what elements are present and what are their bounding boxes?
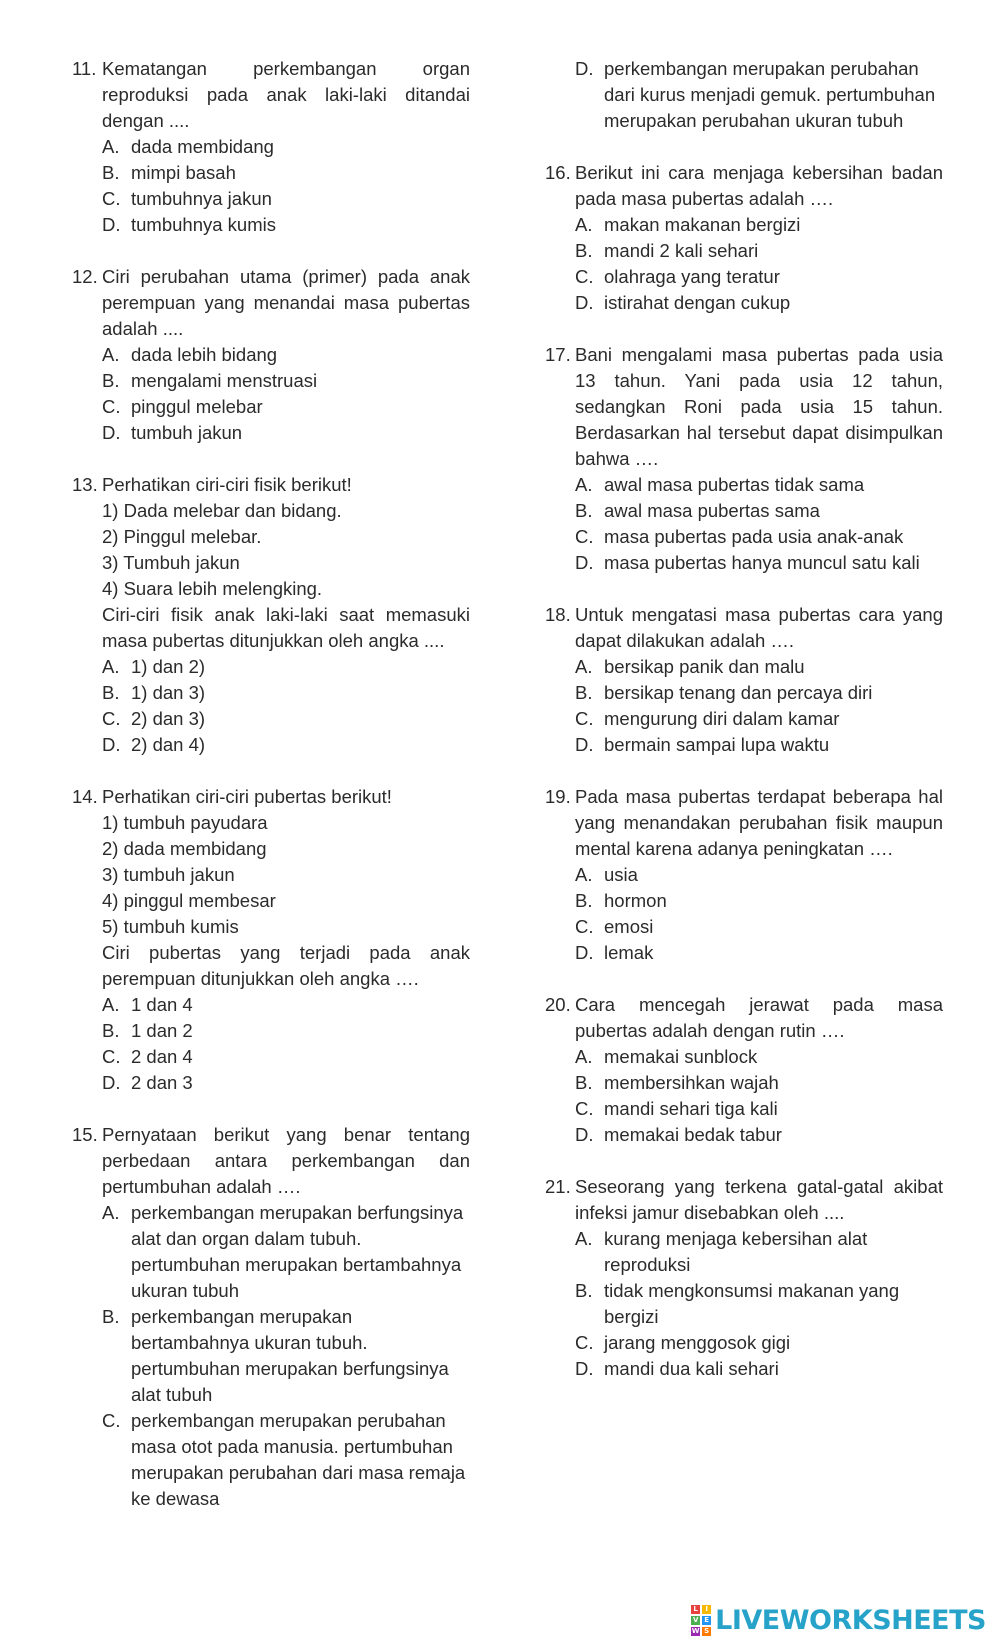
option-letter: A. — [575, 1228, 593, 1249]
question-prompt: Ciri-ciri fisik anak laki-laki saat memasuki masa pubertas ditunjukkan oleh angka .... — [102, 604, 470, 651]
option-letter: C. — [102, 708, 121, 729]
option-letter: D. — [102, 1072, 121, 1093]
question-prompt: Ciri pubertas yang terjadi pada anak perempuan ditunjukkan oleh angka …. — [102, 942, 470, 989]
statement-item: 5) tumbuh kumis — [102, 916, 239, 937]
question-stem — [72, 784, 470, 810]
option-letter: D. — [575, 1358, 594, 1379]
logo-tile: V — [692, 1615, 699, 1624]
question-stem — [545, 992, 943, 1044]
logo-icon — [691, 1605, 711, 1636]
option-text: 1 dan 2 — [131, 1020, 193, 1041]
question — [545, 342, 943, 576]
option-letter: B. — [575, 1072, 593, 1093]
option-letter: C. — [575, 1332, 594, 1353]
option-text: bermain sampai lupa waktu — [604, 734, 830, 755]
option-text: masa pubertas pada usia anak-anak — [604, 526, 904, 547]
statement-item: 2) dada membidang — [102, 838, 267, 859]
answer-option[interactable] — [545, 290, 943, 316]
answer-option[interactable] — [72, 1408, 470, 1512]
option-letter: B. — [102, 370, 120, 391]
option-text: perkembangan merupakan perubahan dari kurus menjadi gemuk. pertumbuhan merupakan perubahan ukuran tubuh — [604, 58, 936, 131]
option-text: memakai bedak tabur — [604, 1124, 782, 1145]
question — [545, 784, 943, 966]
question — [72, 56, 470, 238]
option-text: olahraga yang teratur — [604, 266, 780, 287]
answer-option[interactable] — [545, 264, 943, 290]
option-letter: A. — [102, 656, 120, 677]
option-letter: A. — [575, 1046, 593, 1067]
answer-option[interactable] — [545, 732, 943, 758]
option-text: tidak mengkonsumsi makanan yang bergizi — [604, 1280, 900, 1327]
answer-option[interactable] — [72, 212, 470, 238]
option-text: masa pubertas hanya muncul satu kali — [604, 552, 920, 573]
option-text: 2) dan 3) — [131, 708, 206, 729]
option-text: 1) dan 2) — [131, 656, 206, 677]
option-text: awal masa pubertas sama — [604, 500, 820, 521]
answer-option[interactable] — [545, 56, 943, 134]
question-number: 16. — [545, 162, 571, 183]
option-text: 2 dan 3 — [131, 1072, 193, 1093]
answer-option[interactable] — [545, 680, 943, 706]
answer-option[interactable] — [545, 1070, 943, 1096]
answer-option[interactable] — [545, 654, 943, 680]
statement-item: 2) Pinggul melebar. — [102, 526, 262, 547]
option-text: istirahat dengan cukup — [604, 292, 791, 313]
answer-option[interactable] — [545, 1044, 943, 1070]
statement-item: 1) Dada melebar dan bidang. — [102, 500, 342, 521]
question-number: 13. — [72, 474, 98, 495]
answer-option[interactable] — [545, 1356, 943, 1382]
question-text: Pada masa pubertas terdapat beberapa hal yang menandakan perubahan fisik maupun mental karena adanya peningkatan …. — [575, 786, 943, 859]
statement-item: 4) pinggul membesar — [102, 890, 276, 911]
right-column — [545, 56, 943, 1408]
option-text: mandi sehari tiga kali — [604, 1098, 778, 1119]
logo-tile: S — [704, 1626, 710, 1635]
question-text: Pernyataan berikut yang benar tentang perbedaan antara perkembangan dan pertumbuhan adalah …. — [102, 1124, 470, 1197]
option-text: usia — [604, 864, 638, 885]
option-letter: A. — [575, 474, 593, 495]
question-number: 11. — [72, 58, 97, 79]
option-text: kurang menjaga kebersihan alat reproduksi — [604, 1228, 868, 1275]
option-letter: A. — [102, 136, 120, 157]
question-stem — [545, 784, 943, 862]
question — [545, 160, 943, 316]
option-letter: A. — [102, 994, 120, 1015]
option-letter: A. — [575, 656, 593, 677]
question-stem — [545, 342, 943, 472]
option-letter: D. — [102, 422, 121, 443]
option-letter: B. — [575, 1280, 593, 1301]
answer-option[interactable] — [545, 940, 943, 966]
option-letter: A. — [102, 1202, 120, 1223]
question-text: Kematangan perkembangan organ reproduksi pada anak laki-laki ditandai dengan .... — [102, 58, 470, 131]
option-letter: C. — [102, 188, 121, 209]
answer-option[interactable] — [545, 498, 943, 524]
answer-option[interactable] — [545, 1096, 943, 1122]
option-letter: C. — [575, 1098, 594, 1119]
question-number: 17. — [545, 344, 571, 365]
option-letter: D. — [102, 214, 121, 235]
question-stem — [72, 1122, 470, 1200]
answer-option[interactable] — [72, 1018, 470, 1044]
option-letter: A. — [575, 864, 593, 885]
option-text: mandi dua kali sehari — [604, 1358, 779, 1379]
answer-option[interactable] — [72, 1070, 470, 1096]
liveworksheets-logo — [691, 1603, 986, 1637]
question-stem — [72, 472, 470, 498]
answer-option[interactable] — [545, 238, 943, 264]
question-text: Perhatikan ciri-ciri pubertas berikut! — [102, 786, 392, 807]
option-text: perkembangan merupakan bertambahnya ukuran tubuh. pertumbuhan merupakan berfungsinya alat tubuh — [131, 1306, 449, 1405]
answer-option[interactable] — [72, 732, 470, 758]
option-text: perkembangan merupakan perubahan masa otot pada manusia. pertumbuhan merupakan perubahan dari masa remaja ke dewasa — [131, 1410, 466, 1509]
question-number: 12. — [72, 266, 98, 287]
option-letter: C. — [102, 396, 121, 417]
answer-option[interactable] — [545, 1278, 943, 1330]
option-letter: B. — [575, 890, 593, 911]
question-text: Ciri perubahan utama (primer) pada anak perempuan yang menandai masa pubertas adalah .... — [102, 266, 470, 339]
question-text: Perhatikan ciri-ciri fisik berikut! — [102, 474, 352, 495]
option-text: awal masa pubertas tidak sama — [604, 474, 865, 495]
answer-option[interactable] — [545, 1226, 943, 1278]
option-text: mandi 2 kali sehari — [604, 240, 759, 261]
question-number: 14. — [72, 786, 98, 807]
option-text: 1 dan 4 — [131, 994, 193, 1015]
question-number: 15. — [72, 1124, 98, 1145]
answer-option[interactable] — [545, 550, 943, 576]
question-stem — [545, 1174, 943, 1226]
option-text: hormon — [604, 890, 667, 911]
option-letter: C. — [102, 1410, 121, 1431]
option-text: lemak — [604, 942, 654, 963]
answer-option[interactable] — [72, 992, 470, 1018]
option-letter: B. — [575, 682, 593, 703]
option-letter: B. — [102, 1020, 120, 1041]
option-text: mengurung diri dalam kamar — [604, 708, 840, 729]
answer-option[interactable] — [545, 1122, 943, 1148]
option-text: membersihkan wajah — [604, 1072, 779, 1093]
option-letter: B. — [575, 500, 593, 521]
answer-option[interactable] — [545, 914, 943, 940]
option-text: mimpi basah — [131, 162, 236, 183]
answer-option[interactable] — [72, 368, 470, 394]
answer-option[interactable] — [72, 186, 470, 212]
option-text: 1) dan 3) — [131, 682, 206, 703]
option-text: bersikap tenang dan percaya diri — [604, 682, 873, 703]
question — [545, 602, 943, 758]
option-letter: A. — [102, 344, 120, 365]
option-letter: D. — [575, 942, 594, 963]
answer-option[interactable] — [72, 420, 470, 446]
option-text: 2) dan 4) — [131, 734, 206, 755]
option-letter: C. — [575, 916, 594, 937]
question — [72, 472, 470, 758]
question-stem — [72, 264, 470, 342]
question-stem — [72, 56, 470, 134]
option-letter: B. — [102, 162, 120, 183]
option-text: pinggul melebar — [131, 396, 263, 417]
question-number: 18. — [545, 604, 571, 625]
question-text: Seseorang yang terkena gatal-gatal akibat infeksi jamur disebabkan oleh .... — [575, 1176, 943, 1223]
option-text: dada lebih bidang — [131, 344, 278, 365]
answer-option[interactable] — [72, 680, 470, 706]
option-text: 2 dan 4 — [131, 1046, 193, 1067]
answer-option[interactable] — [545, 472, 943, 498]
option-letter: A. — [575, 214, 593, 235]
option-text: tumbuh jakun — [131, 422, 243, 443]
question — [72, 1122, 470, 1512]
option-letter: B. — [575, 240, 593, 261]
answer-option[interactable] — [72, 1044, 470, 1070]
question-text: Bani mengalami masa pubertas pada usia 13 tahun. Yani pada usia 12 tahun, sedangkan Roni pada usia 15 tahun. Berdasarkan hal tersebut dapat disimpulkan bahwa …. — [575, 344, 943, 469]
answer-option[interactable] — [72, 342, 470, 368]
answer-option[interactable] — [72, 1304, 470, 1408]
option-letter: D. — [575, 734, 594, 755]
question-15-continuation — [545, 56, 943, 134]
option-text: jarang menggosok gigi — [604, 1332, 791, 1353]
option-letter: C. — [102, 1046, 121, 1067]
option-text: mengalami menstruasi — [131, 370, 318, 391]
option-text: tumbuhnya jakun — [131, 188, 272, 209]
logo-text: LIVEWORKSHEETS — [715, 1604, 986, 1636]
answer-option[interactable] — [72, 160, 470, 186]
left-column — [72, 56, 470, 1538]
question-number: 19. — [545, 786, 571, 807]
question — [72, 264, 470, 446]
option-text: bersikap panik dan malu — [604, 656, 805, 677]
question-text: Untuk mengatasi masa pubertas cara yang dapat dilakukan adalah …. — [575, 604, 943, 651]
question-text: Berikut ini cara menjaga kebersihan badan pada masa pubertas adalah …. — [575, 162, 943, 209]
answer-option[interactable] — [72, 1200, 470, 1304]
option-text: perkembangan merupakan berfungsinya alat dan organ dalam tubuh. pertumbuhan merupakan bertambahnya ukuran tubuh — [131, 1202, 464, 1301]
logo-tile: W — [691, 1626, 700, 1635]
answer-option[interactable] — [545, 1330, 943, 1356]
option-letter: C. — [575, 266, 594, 287]
option-letter: D. — [575, 1124, 594, 1145]
question-stem — [545, 160, 943, 212]
right-question-list — [545, 160, 943, 1382]
statement-item: 3) Tumbuh jakun — [102, 552, 240, 573]
option-letter: D. — [575, 292, 594, 313]
option-text: memakai sunblock — [604, 1046, 758, 1067]
option-letter: D. — [102, 734, 121, 755]
answer-option[interactable] — [545, 212, 943, 238]
answer-option[interactable] — [72, 706, 470, 732]
option-text: emosi — [604, 916, 654, 937]
option-letter: C. — [575, 708, 594, 729]
option-letter: D. — [575, 58, 594, 79]
answer-option[interactable] — [545, 524, 943, 550]
option-text: makan makanan bergizi — [604, 214, 801, 235]
option-letter: B. — [102, 682, 120, 703]
answer-option[interactable] — [545, 706, 943, 732]
option-letter: D. — [575, 552, 594, 573]
answer-option[interactable] — [72, 134, 470, 160]
question — [545, 1174, 943, 1382]
statement-item: 4) Suara lebih melengking. — [102, 578, 323, 599]
answer-option[interactable] — [545, 862, 943, 888]
statement-item: 3) tumbuh jakun — [102, 864, 235, 885]
logo-tile: E — [702, 1616, 711, 1625]
question-stem — [545, 602, 943, 654]
option-text: tumbuhnya kumis — [131, 214, 276, 235]
answer-option[interactable] — [72, 394, 470, 420]
question-text: Cara mencegah jerawat pada masa pubertas adalah dengan rutin …. — [575, 994, 943, 1041]
logo-tile: I — [702, 1605, 711, 1614]
answer-option[interactable] — [545, 888, 943, 914]
logo-tile: L — [691, 1605, 700, 1614]
question-number: 20. — [545, 994, 571, 1015]
option-letter: C. — [575, 526, 594, 547]
question — [72, 784, 470, 1096]
question-number: 21. — [545, 1176, 571, 1197]
statement-item: 1) tumbuh payudara — [102, 812, 268, 833]
option-letter: B. — [102, 1306, 120, 1327]
option-text: dada membidang — [131, 136, 274, 157]
answer-option[interactable] — [72, 654, 470, 680]
question — [545, 992, 943, 1148]
